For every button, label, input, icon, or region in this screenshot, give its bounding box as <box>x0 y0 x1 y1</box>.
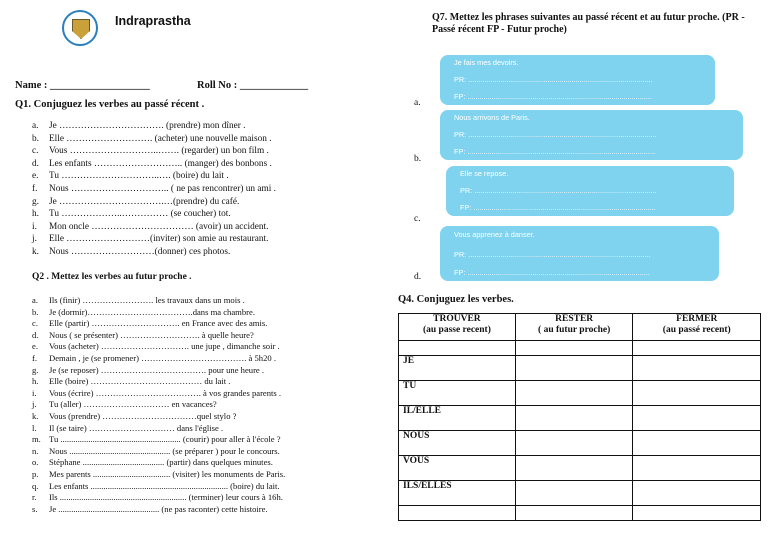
q7-card <box>440 110 743 160</box>
item-text[interactable]: Vous (écrire) ………………………………. à vos grandes parents . <box>49 387 282 398</box>
list-item <box>32 307 285 319</box>
list-item <box>32 120 276 133</box>
list-item <box>32 423 285 435</box>
item-text[interactable]: Tu ………………..…………… (se coucher) tot. <box>49 209 231 220</box>
item-marker: j. <box>32 234 37 245</box>
col-header-rester: RESTER ( au futur proche) <box>515 314 633 341</box>
item-text[interactable]: Les enfants ................................................................ (boire) du lait. <box>49 480 280 491</box>
item-text[interactable]: Tu …………………………..…. (boire) du lait . <box>49 171 229 182</box>
item-marker: q. <box>32 480 39 491</box>
answer-cell[interactable] <box>515 506 633 521</box>
item-marker: c. <box>32 318 38 329</box>
item-marker: e. <box>32 171 39 182</box>
list-item <box>32 388 285 400</box>
table-row <box>399 381 761 406</box>
answer-cell[interactable] <box>633 456 761 481</box>
answer-cell[interactable] <box>633 406 761 431</box>
item-marker: p. <box>32 468 39 479</box>
table-row <box>399 481 761 506</box>
item-text[interactable]: Tu (aller) ………………………… en vacances? <box>49 399 217 410</box>
answer-cell[interactable] <box>515 456 633 481</box>
list-item <box>32 469 285 481</box>
item-marker: o. <box>32 457 39 468</box>
item-text[interactable]: Je (dormir)……………………………….dans ma chambre. <box>49 306 255 317</box>
item-marker: j. <box>32 399 37 410</box>
list-item <box>32 446 285 458</box>
answer-cell[interactable] <box>515 431 633 456</box>
answer-cell[interactable] <box>633 481 761 506</box>
list-item <box>32 246 276 259</box>
answer-cell[interactable] <box>633 381 761 406</box>
list-item <box>32 330 285 342</box>
pronoun-cell: ILS/ELLES <box>399 481 516 506</box>
pr-answer-line[interactable]: PR: .......................................................................................... <box>454 250 651 259</box>
pr-answer-line[interactable]: PR: ............................................................................................. <box>454 130 657 139</box>
q4-conjugation-table <box>398 313 761 521</box>
answer-cell[interactable] <box>515 341 633 356</box>
item-text[interactable]: Je …………………………….…(prendre) du café. <box>49 196 240 207</box>
pr-answer-line[interactable]: PR: ........................................................................................... <box>454 75 653 84</box>
list-item <box>32 399 285 411</box>
list-item <box>32 376 285 388</box>
item-text[interactable]: Stéphane ...................................... (partir) dans quelques minutes. <box>49 457 273 468</box>
q7-sentence: Nous arrivons de Paris. <box>454 113 530 122</box>
item-text[interactable]: Vous (acheter) …………………………. une jupe , dimanche soir . <box>49 341 280 352</box>
item-text[interactable]: Nous ………………………….. ( ne pas rencontrer) un ami . <box>49 183 276 194</box>
pronoun-cell: JE <box>399 356 516 381</box>
q2-list <box>32 295 285 515</box>
item-text[interactable]: Elle ………………………(inviter) son amie au restaurant. <box>49 234 269 245</box>
answer-cell[interactable] <box>633 506 761 521</box>
list-item <box>32 158 276 171</box>
item-text[interactable]: Je ............................................... (ne pas raconter) cette histoire. <box>49 503 268 514</box>
list-item <box>32 492 285 504</box>
answer-cell[interactable] <box>633 341 761 356</box>
item-marker: n. <box>32 445 39 456</box>
q7-item-label: b. <box>414 154 422 164</box>
item-text[interactable]: Vous (prendre) ……………………………quel stylo ? <box>49 410 237 421</box>
item-text[interactable]: Elle (boire) ………………………………… du lait . <box>49 376 231 387</box>
list-item <box>32 365 285 377</box>
answer-cell[interactable] <box>515 356 633 381</box>
item-marker: h. <box>32 209 39 220</box>
item-marker: r. <box>32 492 37 503</box>
list-item <box>32 457 285 469</box>
q7-sentence: Elle se repose. <box>460 169 509 178</box>
list-item <box>32 481 285 493</box>
item-text[interactable]: Elle (partir) …………………………. en France avec des amis. <box>49 318 268 329</box>
list-item <box>32 434 285 446</box>
item-text[interactable]: Vous ………………………..……. (regarder) un bon film . <box>49 146 269 157</box>
item-text[interactable]: Mon oncle …………………………… (avoir) un accident. <box>49 221 269 232</box>
fp-answer-line[interactable]: FP: ............................................................................................. <box>454 147 656 156</box>
item-marker: i. <box>32 221 37 232</box>
list-item <box>32 318 285 330</box>
item-text[interactable]: Elle ………………………. (acheter) une nouvelle maison . <box>49 133 272 144</box>
item-marker: d. <box>32 158 39 169</box>
list-item <box>32 295 285 307</box>
item-text[interactable]: Je ……………………………. (prendre) mon dîner . <box>49 121 246 131</box>
item-marker: c. <box>32 146 39 157</box>
item-marker: a. <box>32 121 39 131</box>
fp-answer-line[interactable]: FP: .......................................................................................... <box>454 268 650 277</box>
q4-title: Q4. Conjuguez les verbes. <box>398 294 514 305</box>
item-text[interactable]: Il (se taire) ………………………… dans l'église . <box>49 422 224 433</box>
q7-item-label: d. <box>414 272 422 282</box>
list-item <box>32 353 285 365</box>
q2-title: Q2 . Mettez les verbes au futur proche . <box>32 272 192 282</box>
name-field[interactable]: Name : ___________________ <box>15 80 150 91</box>
answer-cell[interactable] <box>515 406 633 431</box>
item-marker: m. <box>32 434 41 445</box>
table-row <box>399 406 761 431</box>
q7-item-label: c. <box>414 214 421 224</box>
item-text[interactable]: Ils ........................................................... (terminer) leur cours à 16h. <box>49 492 283 503</box>
table-row <box>399 341 761 356</box>
list-item <box>32 183 276 196</box>
roll-field[interactable]: Roll No : _____________ <box>197 80 309 91</box>
item-marker: d. <box>32 329 39 340</box>
item-marker: b. <box>32 306 39 317</box>
item-text[interactable]: Je (se reposer) ………………………………. pour une heure . <box>49 364 265 375</box>
list-item <box>32 221 276 234</box>
fp-answer-line[interactable]: FP: ........................................................................................... <box>454 92 652 101</box>
item-marker: s. <box>32 503 38 514</box>
table-row <box>399 456 761 481</box>
item-marker: g. <box>32 364 39 375</box>
list-item <box>32 504 285 516</box>
answer-cell[interactable] <box>633 431 761 456</box>
item-text[interactable]: Demain , je (se promener) ………………………………. à 5h20 . <box>49 352 276 363</box>
item-marker: l. <box>32 422 37 433</box>
item-marker: b. <box>32 133 39 144</box>
item-marker: k. <box>32 246 39 257</box>
q7-card <box>446 166 734 216</box>
q7-item-label: a. <box>414 98 421 108</box>
item-marker: f. <box>32 183 38 194</box>
item-marker: a. <box>32 295 38 305</box>
item-marker: g. <box>32 196 39 207</box>
table-row <box>399 431 761 456</box>
item-text[interactable]: Nous ( se présenter) ………………………. à quelle heure? <box>49 329 254 340</box>
list-item <box>32 133 276 146</box>
list-item <box>32 208 276 221</box>
col-header-trouver: TROUVER (au passe recent) <box>399 314 516 341</box>
col-header-fermer: FERMER (au passé recent) <box>633 314 761 341</box>
q7-card <box>440 226 719 281</box>
list-item <box>32 196 276 209</box>
list-item <box>32 411 285 423</box>
item-marker: i. <box>32 387 37 398</box>
q7-card <box>440 55 715 105</box>
item-text[interactable]: Ils (finir) ……………………. les travaux dans un mois . <box>49 295 245 305</box>
table-row <box>399 506 761 521</box>
table-row <box>399 356 761 381</box>
pronoun-cell <box>399 341 516 356</box>
item-text[interactable]: Nous ............................................... (se préparer ) pour le concours. <box>49 445 280 456</box>
pronoun-cell: TU <box>399 381 516 406</box>
answer-cell[interactable] <box>515 381 633 406</box>
q7-sentence: Je fais mes devoirs. <box>454 58 519 67</box>
pronoun-cell: IL/ELLE <box>399 406 516 431</box>
q1-list <box>32 120 276 259</box>
item-marker: e. <box>32 341 38 352</box>
item-marker: f. <box>32 352 38 363</box>
q7-sentence: Vous apprenez à danser. <box>454 230 535 239</box>
item-marker: h. <box>32 376 39 387</box>
pronoun-cell <box>399 506 516 521</box>
q1-title: Q1. Conjuguez les verbes au passé récent . <box>15 99 205 110</box>
fp-answer-line[interactable]: FP: .......................................................................................... <box>460 203 656 212</box>
item-text[interactable]: Nous ………………………(donner) ces photos. <box>49 246 231 257</box>
school-name: Indraprastha <box>115 14 191 28</box>
pronoun-cell: NOUS <box>399 431 516 456</box>
answer-cell[interactable] <box>515 481 633 506</box>
list-item <box>32 341 285 353</box>
q7-title: Q7. Mettez les phrases suivantes au passé récent et au futur proche. (PR - Passé récent FP - Futur proche) <box>432 12 745 35</box>
item-text[interactable]: Mes parents .................................... (visiter) les monuments de Paris. <box>49 468 286 479</box>
list-item <box>32 145 276 158</box>
school-crest-icon <box>62 10 98 46</box>
item-text[interactable]: Les enfants ……………………….. (manger) des bonbons . <box>49 158 272 169</box>
item-marker: k. <box>32 410 39 421</box>
table-header-row <box>399 314 761 341</box>
item-text[interactable]: Tu ........................................................ (courir) pour aller à l'école ? <box>49 434 281 445</box>
answer-cell[interactable] <box>633 356 761 381</box>
list-item <box>32 233 276 246</box>
pr-answer-line[interactable]: PR: .......................................................................................... <box>460 186 657 195</box>
pronoun-cell: VOUS <box>399 456 516 481</box>
list-item <box>32 170 276 183</box>
